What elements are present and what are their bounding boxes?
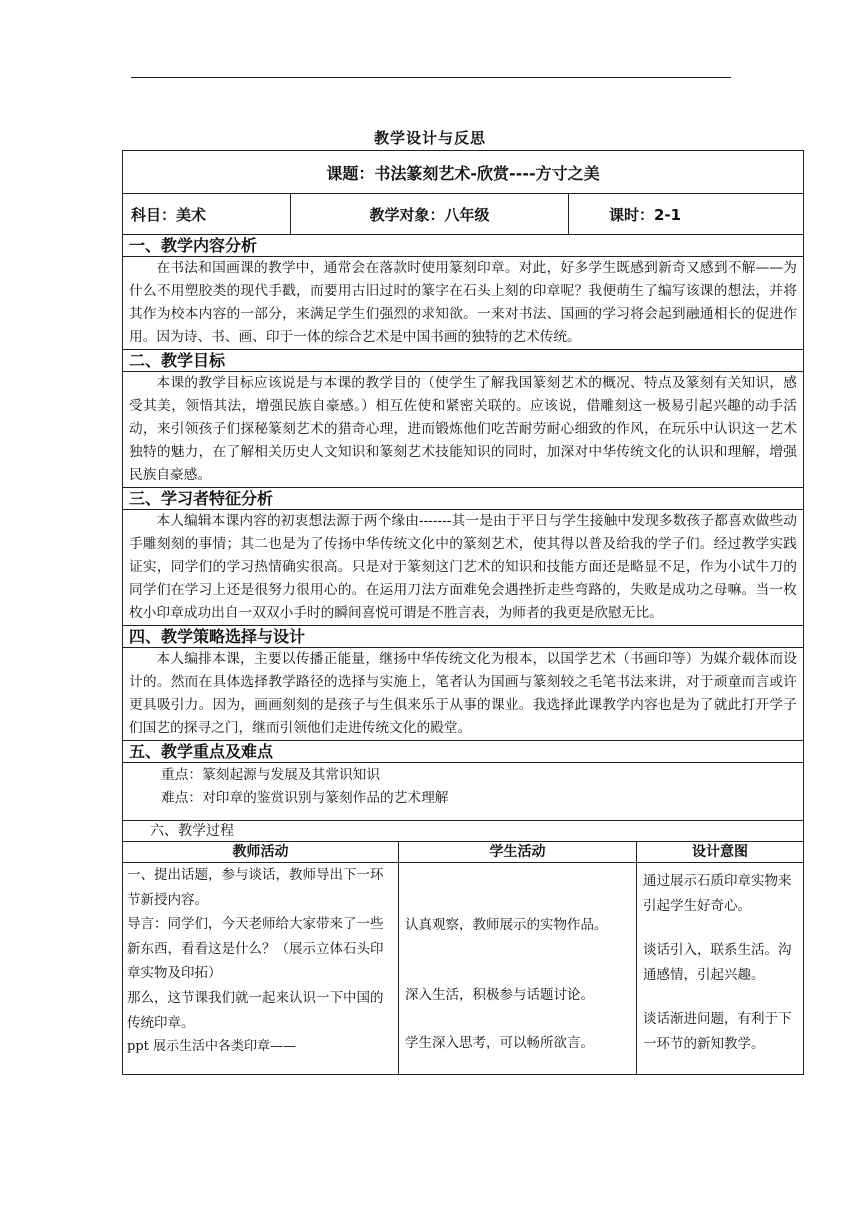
- document-title: 教学设计与反思: [373, 129, 486, 147]
- student-activity-cell: [399, 863, 637, 1075]
- column-header-intent: 设计意图: [637, 842, 804, 863]
- teacher-activity-line: 那么，这节课我们就一起来认识一下中国的传统印章。: [127, 989, 384, 1031]
- design-intent-cell: [637, 863, 804, 1075]
- design-intent-line: 通过展示石质印章实物来引起学生好奇心。: [643, 873, 792, 914]
- process-heading: 六、教学过程: [123, 821, 804, 842]
- lesson-topic: 课题：书法篆刻艺术-欣赏----方寸之美: [123, 151, 804, 194]
- section-heading: 一、教学内容分析: [123, 235, 804, 257]
- difficult-point: 难点：对印章的鉴赏识别与篆刻作品的艺术理解: [161, 790, 449, 806]
- column-header-teacher: 教师活动: [123, 842, 399, 863]
- lesson-plan-table: [122, 150, 804, 1075]
- section-heading: 三、学习者特征分析: [123, 488, 804, 510]
- audience-cell: 教学对象：八年级: [291, 194, 569, 235]
- section-body: 本人编辑本课内容的初衷想法源于两个缘由-------其一是由于平日与学生接触中发现多数孩子都喜欢做些动手雕刻刻的事情；其二也是为了传扬中华传统文化中的篆刻艺术，使其得以普及给我的学子们。经过教学实践证实，同学们的学习热情确实很高。只是对于篆刻这门艺术的知识和技能方面还是略显不足，作为小试牛刀的同学们在学习上还是很努力很用心的。在运用刀法方面难免会遇挫折走些弯路的，失败是成功之母嘛。当一枚枚小印章成功出自一双双小手时的瞬间喜悦可谓是不胜言表，为师者的我更是欣慰无比。: [123, 510, 804, 626]
- design-intent-line: 谈话引入，联系生活。沟通感情，引起兴趣。: [643, 942, 792, 983]
- design-intent-line: 谈话渐进问题，有利于下一环节的新知教学。: [643, 1011, 792, 1052]
- period-cell: 课时：2-1: [569, 194, 804, 235]
- teacher-activity-line: 一、提出话题，参与谈话，教师导出下一环节新授内容。: [127, 867, 384, 908]
- column-header-student: 学生活动: [399, 842, 637, 863]
- section-heading: 五、教学重点及难点: [123, 741, 804, 763]
- student-activity-line: 学生深入思考，可以畅所欲言。: [405, 1035, 594, 1051]
- section-body: 本课的教学目标应该说是与本课的教学目的（使学生了解我国篆刻艺术的概况、特点及篆刻有关知识，感受其美，领悟其法，增强民族自豪感。）相互佐使和紧密关联的。应该说，借雕刻这一极易引起兴趣的动手活动，来引领孩子们探秘篆刻艺术的猎奇心理，进而锻炼他们吃苦耐劳耐心细致的作风，在玩乐中认识这一艺术独特的魅力，在了解相关历史人文知识和篆刻艺术技能知识的同时，加深对中华传统文化的认识和理解，增强民族自豪感。: [123, 372, 804, 488]
- subject-cell: 科目：美术: [123, 194, 291, 235]
- student-activity-line: 深入生活，积极参与话题讨论。: [405, 987, 594, 1003]
- section-heading: 四、教学策略选择与设计: [123, 626, 804, 648]
- student-activity-line: 认真观察，教师展示的实物作品。: [405, 917, 608, 933]
- key-point: 重点：篆刻起源与发展及其常识知识: [161, 767, 381, 783]
- section-body: 本人编排本课，主要以传播正能量，继扬中华传统文化为根本，以国学艺术（书画印等）为媒介载体而设计的。然而在具体选择教学路径的选择与实施上，笔者认为国画与篆刻较之毛笔书法来讲，对于顽童而言或许更具吸引力。因为，画画刻刻的是孩子与生俱来乐于从事的课业。我选择此课教学内容也是为了就此打开学子们国艺的探寻之门，继而引领他们走进传统文化的殿堂。: [123, 648, 804, 741]
- section-body: 在书法和国画课的教学中，通常会在落款时使用篆刻印章。对此，好多学生既感到新奇又感到不解——为什么不用塑胶类的现代手戳，而要用古旧过时的篆字在石头上刻的印章呢？我便萌生了编写该课的想法，并将其作为校本内容的一部分，来满足学生们强烈的求知欲。一来对书法、国画的学习将会起到融通相长的促进作用。因为诗、书、画、印于一体的综合艺术是中国书画的独特的艺术传统。: [123, 257, 804, 350]
- teacher-activity-cell: [123, 863, 399, 1075]
- section-heading: 二、教学目标: [123, 350, 804, 372]
- header-rule: [131, 77, 731, 78]
- teacher-activity-line: ppt 展示生活中各类印章——: [127, 1039, 297, 1055]
- key-points-body: [123, 763, 804, 821]
- teacher-activity-line: 导言：同学们，今天老师给大家带来了一些新东西，看看这是什么？（展示立体石头印章实物及印拓）: [127, 916, 384, 982]
